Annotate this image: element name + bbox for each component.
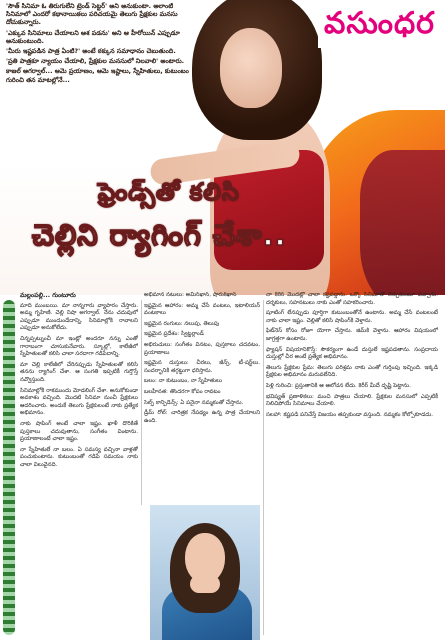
intro-line: 'మీరు ఇష్టపడిన పాత్ర ఏంటి?' అంటే ఠక్కున సమాధానం చెబుతుంది. bbox=[6, 47, 176, 56]
masthead-title: వసుంధర bbox=[324, 6, 435, 41]
fact-item: ఇష్టమైన రంగులు: నలుపు, తెలుపు bbox=[144, 320, 220, 327]
intro-line: కాజల్ అగర్వాల్... ఆమె ప్రయాణం, ఆమె ఇష్టాలు, స్నేహితులు, కుటుంబం గురించి తన మాటల్లోనే... bbox=[6, 67, 189, 84]
column-divider bbox=[141, 300, 142, 505]
masthead bbox=[318, 0, 445, 48]
article-paragraph: నాకు షాపింగ్ అంటే చాలా ఇష్టం. ఖాళీ దొరికితే పుస్తకాలు చదువుతాను, సంగీతం వింటాను. ప్రయాణాలంటే చాలా ఇష్టం. bbox=[20, 420, 138, 443]
headline-line-1: ఫ్రెండ్స్‌తో కలిసి bbox=[98, 178, 240, 206]
column-divider bbox=[263, 300, 264, 635]
article-paragraph: ఫ్యాషన్ విషయానికొస్తే: సౌకర్యంగా ఉండే దుస్తులే ఇష్టపడతాను. సంప్రదాయ దుస్తుల్లో చీర అంటే ప్రత్యేక అభిమానం. bbox=[266, 346, 438, 361]
fact-item: సెల్ఫ్ కాన్ఫిడెన్స్: ఏ పనైనా నమ్మకంతో చేస్తాను. bbox=[144, 399, 244, 406]
article-paragraph: మా చెల్లి కాలేజీలో చేరినప్పుడు స్నేహితులతో కలిసి తనను ర్యాగింగ్ చేశా. ఆ సంగతి ఇప్పటికీ గుర్తొస్తే నవ్వొస్తుంది. bbox=[20, 361, 138, 383]
intro-line: 'సౌత్ సినిమా ఓ తిరుగులేని ట్రెండ్ సెట్టర్' అని అనుకుంటా. అలాంటి సినిమాలో ఎందరో కథానాయికలు పరిచయమై తెలుగు ప్రేక్షకుల మనసు దోచుకున్నారు. bbox=[6, 2, 178, 27]
inset-hand bbox=[190, 575, 220, 593]
article-paragraph: పెళ్లి గురించి: ప్రస్తుతానికి ఆ ఆలోచన లేదు. కెరీర్ మీదే దృష్టి పెట్టాను. bbox=[266, 382, 411, 389]
article-paragraph: షూటింగ్ లేనప్పుడు పూర్తిగా కుటుంబంతోనే ఉంటాను. అమ్మ చేసే వంటలంటే నాకు చాలా ఇష్టం. చెల్లితో కలిసి షాపింగ్‌కి వెళ్తాను. bbox=[266, 310, 438, 324]
face bbox=[220, 28, 282, 108]
inset-photo bbox=[150, 505, 260, 640]
fact-item: బలహీనత: తొందరగా కోపం రావటం bbox=[144, 388, 221, 395]
intro-text bbox=[6, 2, 196, 177]
article-column-1 bbox=[20, 292, 138, 632]
fact-item: ఇష్టమైన ఆహారం: అమ్మ చేసే వంటలు, ఇటాలియన్ వంటకాలు bbox=[144, 302, 260, 317]
intro-line: 'ప్రతి పాత్రకూ న్యాయం చేయాలి, ప్రేక్షకుల మనసులో నిలవాలి' అంటారు. bbox=[6, 57, 185, 66]
fact-item: బలం: నా కుటుంబం, నా స్నేహితులు bbox=[144, 378, 222, 385]
article-column-2 bbox=[144, 292, 260, 507]
article-paragraph: చిన్నప్పట్నుంచీ మా ఇంట్లో అందరూ నన్ను ఎంతో గారాబంగా చూసుకునేవారు. స్కూల్లో, కాలేజీలో స్నేహితులతో కలిసి చాలా సరదాగా గడిపేదాన్ని. bbox=[20, 335, 138, 358]
article-paragraph: ఫిట్‌నెస్ కోసం రోజూ యోగా చేస్తాను. జిమ్‌కి వెళ్తాను. ఆహారం విషయంలో జాగ్రత్తగా ఉంటాను. bbox=[266, 328, 438, 342]
article-paragraph: భవిష్యత్ ప్రణాళికలు: మంచి పాత్రలు చేయాలి. ప్రేక్షకుల మనసులో ఎప్పటికీ నిలిచిపోయే సినిమాలు చేయాలి. bbox=[266, 393, 438, 408]
fact-item: అభిమాన నటులు: అమీర్‌ఖాన్, షారుక్‌ఖాన్ bbox=[144, 292, 237, 298]
article-paragraph: నా స్నేహితులే నా బలం. ఏ సమస్య వచ్చినా వాళ్లతో పంచుకుంటాను. కుటుంబంతో గడిపే సమయం నాకు చాలా విలువైనది. bbox=[20, 446, 138, 468]
article-paragraph: మాది ముంబయి. మా నాన్నగారు వ్యాపారం చేస్తారు. అమ్మ గృహిణి. చెల్లి నిషా అగర్వాల్. నేను చదువులో ఎప్పుడూ ముందుండేదాన్ని. సినిమాల్లోకి రావాలని ఎప్పుడూ అనుకోలేదు. bbox=[20, 302, 138, 332]
intro-line: 'ఎక్కువ సినిమాలు చేయాలని ఆశ పడను' అని ఆ హీరోయిన్ ఎప్పుడూ అనుకుంటుంది. bbox=[6, 28, 180, 45]
decorative-border bbox=[3, 300, 15, 635]
article-paragraph: నా కెరీర్ మొదట్లో చాలా కష్టపడ్డాను. ఒక్కో సినిమాతో నేర్చుకుంటూ వచ్చాను. దర్శకులు, సహనటులు నాకు ఎంతో సహకరించారు. bbox=[266, 292, 438, 306]
article-paragraph: సలహా: కష్టపడి పనిచేస్తే విజయం తప్పకుండా వస్తుంది. నమ్మకం కోల్పోకూడదు. bbox=[266, 411, 434, 418]
fact-item: ఇష్టమైన దుస్తులు: చీరలు, జీన్స్, టీ-షర్ట్‌లు. సందర్భానికి తగ్గట్టుగా ధరిస్తాను. bbox=[144, 360, 260, 374]
byline: మల్లంపల్లి... గుంటూరు bbox=[20, 292, 76, 299]
headline bbox=[0, 170, 445, 290]
article-paragraph: సినిమాల్లోకి రాకముందు మోడలింగ్ చేశా. అనుకోకుండా అవకాశం వచ్చింది. మొదటి సినిమా నుంచీ ప్రేక్షకులు ఆదరించారు. అందుకే తెలుగు ప్రేక్షకులంటే నాకు ప్రత్యేక అభిమానం. bbox=[20, 387, 138, 417]
fact-item: అభిరుచులు: సంగీతం వినటం, పుస్తకాలు చదవటం, ప్రయాణాలు bbox=[144, 341, 260, 356]
article-paragraph: తెలుగు ప్రేక్షకుల ప్రేమ: తెలుగు పరిశ్రమ నాకు ఎంతో గుర్తింపు ఇచ్చింది. ఇక్కడి ప్రేక్షకుల అభిమానం మరువలేనిది. bbox=[266, 364, 438, 379]
fact-item: ఇష్టమైన ప్రదేశం: స్విట్జర్లాండ్ bbox=[144, 331, 204, 338]
article-column-3 bbox=[266, 292, 438, 632]
headline-line-2: చెల్లిని ర్యాగింగ్ చేశా.. bbox=[32, 218, 287, 252]
fact-item: డ్రీమ్ రోల్: చారిత్రక నేపథ్యం ఉన్న పాత్ర చేయాలని ఉంది. bbox=[144, 410, 260, 424]
